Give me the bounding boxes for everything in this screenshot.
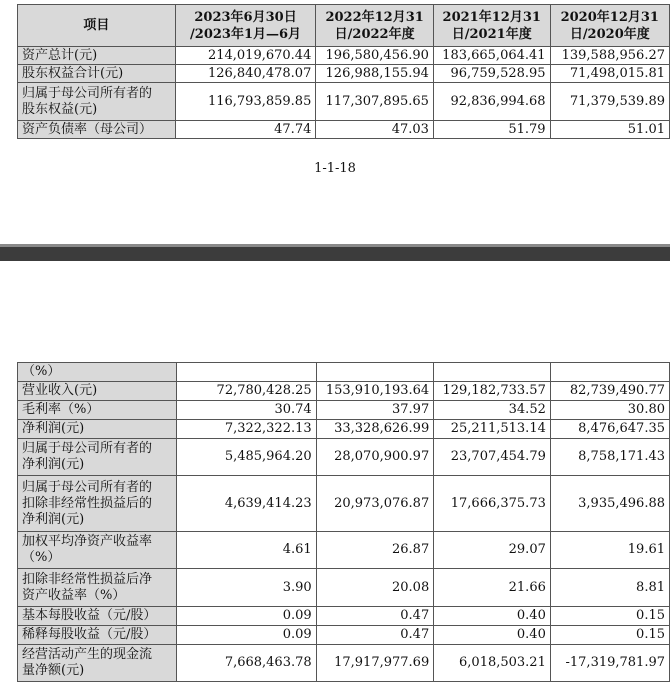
header-line: 日/2020年度 (569, 26, 650, 42)
row-label: 营业收入(元) (18, 382, 177, 401)
page-number: 1-1-18 (314, 161, 356, 176)
row-label-line: 加权平均净资产收益率 (22, 534, 153, 549)
table-row (18, 645, 670, 682)
cell-value: 71,498,015.81 (550, 65, 669, 83)
cell-empty (550, 363, 669, 382)
row-label: 股东权益合计(元) (18, 65, 176, 83)
row-label (18, 645, 177, 682)
cell-value: 0.09 (176, 607, 316, 626)
table-row (18, 83, 670, 121)
header-line: 2022年12月31 (325, 9, 424, 25)
row-label: （%） (18, 363, 177, 382)
page-divider (0, 247, 670, 261)
cell-value: 37.97 (316, 401, 434, 420)
table-row (18, 65, 670, 83)
header-item (18, 5, 176, 47)
header-line: /2023年1月—6月 (190, 26, 302, 42)
cell-value: 139,588,956.27 (550, 47, 669, 65)
cell-value: 26.87 (316, 532, 434, 569)
cell-value: 47.74 (175, 121, 316, 139)
balance-summary-table (17, 4, 670, 139)
cell-value: 34.52 (434, 401, 551, 420)
row-label: 净利润(元) (18, 420, 177, 439)
row-label (18, 83, 176, 121)
table-row (18, 382, 670, 401)
cell-value: 92,836,994.68 (433, 83, 550, 121)
row-label-line: 扣除非经常性损益后的 (22, 495, 153, 511)
table-row (18, 626, 670, 645)
cell-value: 0.15 (550, 607, 669, 626)
row-label-line: 归属于母公司所有者的 (22, 85, 153, 101)
cell-value: 0.47 (316, 626, 434, 645)
cell-value: 126,840,478.07 (175, 65, 316, 83)
cell-value: 129,182,733.57 (434, 382, 551, 401)
header-period (433, 5, 550, 47)
table-row (18, 401, 670, 420)
cell-value: 72,780,428.25 (176, 382, 316, 401)
cell-value: 33,328,626.99 (316, 420, 434, 439)
header-period (175, 5, 316, 47)
financial-indicators-table (17, 362, 670, 682)
table-row (18, 569, 670, 607)
cell-value: 126,988,155.94 (316, 65, 434, 83)
row-label-line: （%） (22, 550, 61, 565)
cell-value: -17,319,781.97 (550, 645, 669, 682)
cell-value: 4,639,414.23 (176, 476, 316, 532)
row-label-line: 股东权益(元) (22, 101, 98, 117)
cell-value: 17,666,375.73 (434, 476, 551, 532)
cell-value: 71,379,539.89 (550, 83, 669, 121)
cell-value: 30.80 (550, 401, 669, 420)
table-row (18, 47, 670, 65)
cell-value: 25,211,513.14 (434, 420, 551, 439)
cell-value: 8,476,647.35 (550, 420, 669, 439)
header-line: 2020年12月31 (560, 9, 659, 25)
cell-value: 183,665,064.41 (433, 47, 550, 65)
cell-value: 6,018,503.21 (434, 645, 551, 682)
row-label: 稀释每股收益（元/股） (18, 626, 177, 645)
row-label (18, 569, 177, 607)
cell-empty (434, 363, 551, 382)
row-label (18, 532, 177, 569)
header-line: 日/2022年度 (334, 26, 415, 42)
cell-empty (176, 363, 316, 382)
cell-value: 0.15 (550, 626, 669, 645)
row-label: 基本每股收益（元/股） (18, 607, 177, 626)
row-label: 资产总计(元) (18, 47, 176, 65)
cell-value: 51.79 (433, 121, 550, 139)
header-line: 项目 (83, 18, 110, 33)
cell-value: 28,070,900.97 (316, 439, 434, 476)
table-row (18, 607, 670, 626)
row-label-line: 归属于母公司所有者的 (22, 441, 153, 456)
cell-value: 7,668,463.78 (176, 645, 316, 682)
table-row (18, 363, 670, 382)
row-label-line: 净利润(元) (22, 457, 85, 472)
header-line: 2023年6月30日 (194, 9, 297, 25)
cell-value: 7,322,322.13 (176, 420, 316, 439)
table-row (18, 532, 670, 569)
header-line: 2021年12月31 (442, 9, 541, 25)
cell-value: 214,019,670.44 (175, 47, 316, 65)
cell-value: 153,910,193.64 (316, 382, 434, 401)
cell-value: 20.08 (316, 569, 434, 607)
cell-value: 21.66 (434, 569, 551, 607)
cell-value: 4.61 (176, 532, 316, 569)
row-label-line: 经营活动产生的现金流 (22, 647, 153, 662)
row-label-line: 扣除非经常性损益后净 (22, 571, 153, 587)
cell-value: 196,580,456.90 (316, 47, 434, 65)
cell-value: 8,758,171.43 (550, 439, 669, 476)
cell-value: 29.07 (434, 532, 551, 569)
header-line: 日/2021年度 (451, 26, 532, 42)
row-label (18, 476, 177, 532)
cell-value: 117,307,895.65 (316, 83, 434, 121)
cell-value: 23,707,454.79 (434, 439, 551, 476)
row-label-line: 归属于母公司所有者的 (22, 479, 153, 495)
cell-value: 0.40 (434, 607, 551, 626)
table-row (18, 420, 670, 439)
cell-value: 5,485,964.20 (176, 439, 316, 476)
cell-value: 3.90 (176, 569, 316, 607)
cell-value: 82,739,490.77 (550, 382, 669, 401)
table-row (18, 121, 670, 139)
header-period (316, 5, 434, 47)
cell-value: 0.09 (176, 626, 316, 645)
cell-value: 0.40 (434, 626, 551, 645)
row-label-line: 量净额(元) (22, 663, 85, 678)
row-label: 资产负债率（母公司） (18, 121, 176, 139)
cell-value: 3,935,496.88 (550, 476, 669, 532)
cell-value: 30.74 (176, 401, 316, 420)
cell-value: 17,917,977.69 (316, 645, 434, 682)
cell-value: 8.81 (550, 569, 669, 607)
row-label (18, 439, 177, 476)
row-label-line: 净利润(元) (22, 511, 85, 527)
table-row (18, 476, 670, 532)
row-label: 毛利率（%） (18, 401, 177, 420)
table-row (18, 439, 670, 476)
table-header-row (18, 5, 670, 47)
cell-value: 47.03 (316, 121, 434, 139)
cell-value: 19.61 (550, 532, 669, 569)
cell-value: 20,973,076.87 (316, 476, 434, 532)
cell-value: 96,759,528.95 (433, 65, 550, 83)
cell-value: 0.47 (316, 607, 434, 626)
cell-value: 116,793,859.85 (175, 83, 316, 121)
header-period (550, 5, 669, 47)
cell-value: 51.01 (550, 121, 669, 139)
row-label-line: 资产收益率（%） (22, 587, 126, 603)
cell-empty (316, 363, 434, 382)
